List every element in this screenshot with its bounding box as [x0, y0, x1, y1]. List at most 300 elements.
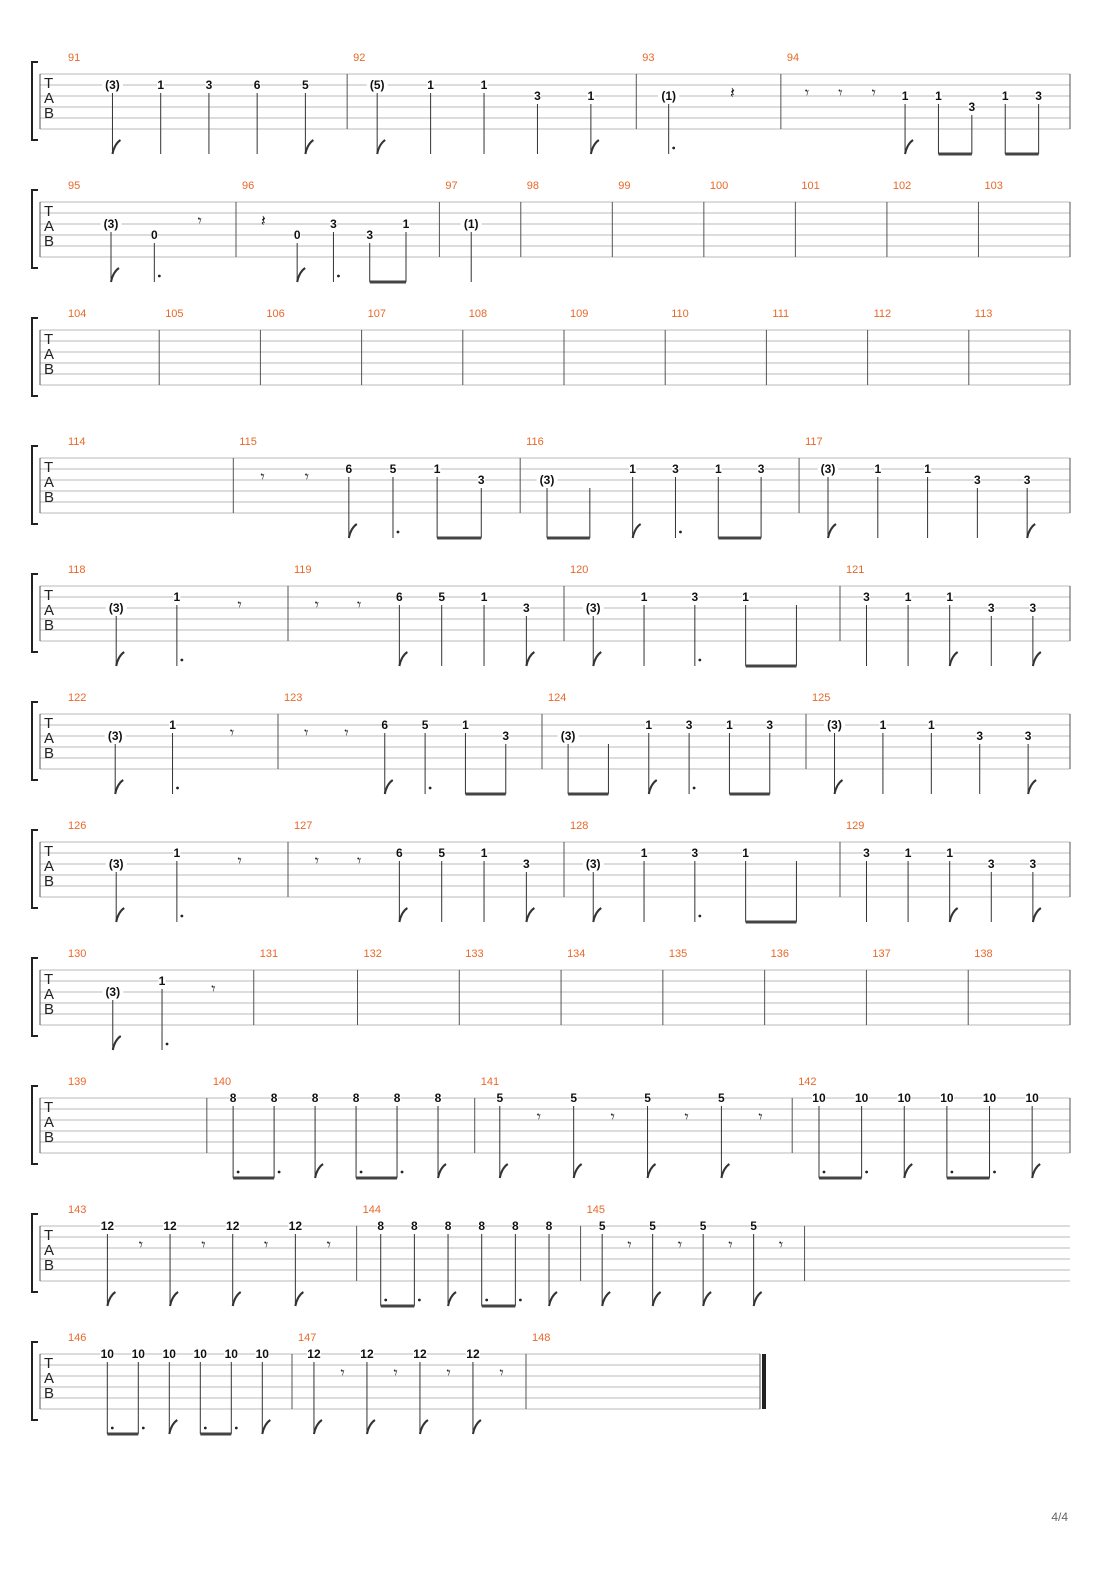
duration-dot [698, 915, 701, 918]
fret-number: 3 [330, 217, 337, 231]
measure-number: 132 [363, 948, 382, 960]
fret-number: (3) [108, 601, 124, 615]
fret-number: 1 [462, 718, 469, 732]
duration-dot [142, 1427, 145, 1430]
measure-number: 126 [68, 820, 87, 832]
tab-clef-letter: A [44, 1242, 55, 1259]
eighth-flag [305, 140, 313, 154]
rest: 𝄾 [778, 1235, 784, 1254]
fret-number: 12 [226, 1219, 240, 1233]
measure-number: 92 [353, 52, 366, 64]
measure-number: 145 [586, 1204, 605, 1216]
fret-number: 10 [897, 1091, 911, 1105]
fret-number: 1 [173, 846, 181, 860]
measure-number: 101 [801, 180, 820, 192]
eighth-flag [116, 652, 124, 666]
tab-clef-letter: B [44, 233, 55, 250]
eighth-flag [593, 652, 601, 666]
fret-number: 3 [691, 590, 699, 604]
fret-number: 0 [150, 228, 158, 242]
tab-clef-letter: B [44, 105, 55, 122]
measure-number: 120 [570, 564, 589, 576]
rest: 𝄾 [684, 1107, 689, 1126]
fret-number: 1 [904, 846, 912, 860]
rest: 𝄾 [357, 595, 362, 614]
measure-number: 134 [567, 948, 586, 960]
fret-number: 8 [411, 1219, 418, 1233]
measure-number: 129 [846, 820, 865, 832]
eighth-flag [115, 780, 123, 794]
eighth-flag [602, 1292, 610, 1306]
eighth-flag [905, 140, 913, 154]
measure-number: 128 [570, 820, 589, 832]
measure-number: 105 [165, 308, 184, 320]
duration-dot [337, 275, 340, 278]
tab-clef-letter: B [44, 1385, 55, 1402]
tab-clef-letter: T [44, 203, 54, 220]
fret-number: 3 [757, 462, 765, 476]
duration-dot [397, 531, 400, 534]
duration-dot [485, 1299, 488, 1302]
system-bracket [32, 190, 38, 268]
eighth-flag [233, 1292, 241, 1306]
fret-number: 5 [649, 1219, 656, 1233]
measure-number: 93 [642, 52, 655, 64]
measure-number: 107 [367, 308, 386, 320]
eighth-flag [1027, 524, 1035, 538]
fret-number: 6 [396, 590, 403, 604]
fret-number: 10 [940, 1091, 954, 1105]
fret-number: (3) [108, 857, 124, 871]
tab-clef-letter: A [44, 730, 55, 747]
eighth-flag [349, 524, 357, 538]
system-bracket [32, 958, 38, 1036]
measure-number: 125 [812, 692, 831, 704]
tab-clef-letter: B [44, 1257, 55, 1274]
measure-number: 106 [266, 308, 285, 320]
fret-number: 3 [205, 78, 213, 92]
eighth-flag [169, 1420, 177, 1434]
eighth-flag [367, 1420, 375, 1434]
tab-clef-letter: T [44, 459, 54, 476]
tab-clef-letter: A [44, 602, 55, 619]
fret-number: 5 [421, 718, 429, 732]
fret-number: 3 [1035, 89, 1042, 103]
tab-system [32, 52, 1070, 154]
system-bracket [32, 1086, 38, 1164]
fret-number: (3) [105, 985, 121, 999]
fret-number: 1 [726, 718, 733, 732]
tab-clef-letter: B [44, 1001, 55, 1018]
system-bracket [32, 62, 38, 140]
fret-number: 8 [545, 1219, 553, 1233]
eighth-flag [1033, 908, 1041, 922]
fret-number: 1 [480, 78, 488, 92]
fret-number: 1 [158, 974, 166, 988]
eighth-flag [297, 268, 305, 282]
fret-number: 5 [718, 1091, 725, 1105]
tab-clef-letter: T [44, 331, 54, 348]
measure-number: 123 [284, 692, 303, 704]
rest: 𝄾 [237, 851, 242, 870]
fret-number: (3) [539, 473, 555, 487]
measure-number: 138 [974, 948, 993, 960]
measure-number: 147 [298, 1332, 317, 1344]
fret-number: 10 [255, 1347, 269, 1361]
measure-number: 97 [445, 180, 458, 192]
measure-number: 94 [786, 52, 800, 64]
fret-number: 1 [427, 78, 434, 92]
rest: 𝄽 [729, 83, 735, 102]
rest: 𝄾 [211, 979, 216, 998]
fret-number: 1 [169, 718, 176, 732]
rest: 𝄾 [229, 723, 235, 742]
eighth-flag [1033, 652, 1041, 666]
fret-number: 12 [100, 1219, 115, 1233]
tab-system [32, 948, 1070, 1050]
fret-number: 1 [640, 590, 648, 604]
fret-number: 1 [629, 462, 636, 476]
fret-number: (3) [585, 857, 601, 871]
measure-number: 122 [68, 692, 87, 704]
tab-clef-letter: T [44, 1227, 54, 1244]
fret-number: 10 [131, 1347, 145, 1361]
fret-number: 1 [480, 590, 488, 604]
duration-dot [384, 1299, 387, 1302]
fret-number: 6 [253, 78, 261, 92]
rest: 𝄾 [627, 1235, 632, 1254]
eighth-flag [438, 1164, 446, 1178]
measure-number: 140 [212, 1076, 232, 1088]
fret-number: 3 [987, 601, 995, 615]
rest: 𝄾 [304, 467, 309, 486]
eighth-flag [473, 1420, 481, 1434]
measure-number: 135 [668, 948, 688, 960]
fret-number: 8 [229, 1091, 237, 1105]
measure-number: 100 [709, 180, 729, 192]
tab-clef-letter: A [44, 1370, 55, 1387]
duration-dot [180, 659, 183, 662]
fret-number: 10 [982, 1091, 997, 1105]
fret-number: 1 [879, 718, 887, 732]
measure-number: 133 [465, 948, 484, 960]
measure-number: 96 [241, 180, 255, 192]
rest: 𝄾 [138, 1235, 143, 1254]
tab-clef-letter: A [44, 346, 55, 363]
measure-number: 131 [259, 948, 279, 960]
fret-number: 1 [587, 89, 595, 103]
tab-clef-letter: A [44, 986, 55, 1003]
fret-number: 1 [946, 846, 954, 860]
eighth-flag [835, 780, 843, 794]
rest: 𝄾 [758, 1107, 763, 1126]
eighth-flag [950, 908, 958, 922]
rest: 𝄾 [804, 83, 810, 102]
fret-number: (5) [369, 78, 385, 92]
rest: 𝄾 [264, 1235, 269, 1254]
system-bracket [32, 318, 38, 396]
measure-number: 98 [526, 180, 540, 192]
tab-clef-letter: B [44, 617, 55, 634]
fret-number: (3) [827, 718, 842, 732]
rest: 𝄾 [357, 851, 362, 870]
fret-number: 1 [901, 89, 909, 103]
system-bracket [32, 1214, 38, 1292]
measure-number: 127 [294, 820, 313, 832]
rest: 𝄾 [677, 1235, 683, 1254]
system-bracket [32, 574, 38, 652]
eighth-flag [111, 268, 119, 282]
fret-number: 3 [974, 473, 981, 487]
eighth-flag [754, 1292, 762, 1306]
fret-number: 10 [224, 1347, 238, 1361]
measure-number: 121 [846, 564, 865, 576]
eighth-flag [399, 908, 407, 922]
measure-number: 148 [532, 1332, 551, 1344]
eighth-flag [315, 1164, 323, 1178]
eighth-flag [648, 1164, 656, 1178]
fret-number: 3 [366, 228, 374, 242]
tab-system [32, 820, 1070, 922]
fret-number: 3 [534, 89, 541, 103]
page-number: 4/4 [1051, 1510, 1068, 1524]
eighth-flag [295, 1292, 303, 1306]
measure-number: 111 [772, 308, 790, 320]
fret-number: 3 [968, 100, 976, 114]
eighth-flag [653, 1292, 661, 1306]
tab-system [32, 308, 1070, 396]
eighth-flag [950, 652, 958, 666]
tab-clef-letter: B [44, 745, 55, 762]
tab-system [32, 180, 1070, 282]
rest: 𝄾 [536, 1107, 541, 1126]
tab-system [32, 436, 1070, 538]
fret-number: 10 [812, 1091, 826, 1105]
fret-number: 8 [393, 1091, 401, 1105]
fret-number: 3 [1024, 729, 1032, 743]
fret-number: 8 [512, 1219, 519, 1233]
duration-dot [823, 1171, 826, 1174]
fret-number: 3 [987, 857, 995, 871]
tab-clef-letter: B [44, 489, 55, 506]
rest: 𝄾 [326, 1235, 331, 1254]
system-bracket [32, 1342, 38, 1420]
rest: 𝄾 [260, 467, 265, 486]
tab-clef-letter: B [44, 1129, 55, 1146]
measure-number: 119 [294, 564, 312, 576]
fret-number: 3 [691, 846, 699, 860]
fret-number: 1 [402, 217, 410, 231]
eighth-flag [526, 908, 534, 922]
fret-number: 0 [293, 228, 301, 242]
fret-number: 5 [644, 1091, 651, 1105]
rest: 𝄾 [344, 723, 349, 742]
fret-number: 10 [100, 1347, 114, 1361]
fret-number: (3) [585, 601, 601, 615]
measure-number: 142 [798, 1076, 817, 1088]
duration-dot [429, 787, 432, 790]
fret-number: 10 [193, 1347, 207, 1361]
fret-number: 1 [927, 718, 935, 732]
measure-number: 95 [68, 180, 81, 192]
fret-number: 12 [163, 1219, 177, 1233]
measure-number: 117 [805, 436, 823, 448]
fret-number: (1) [661, 89, 677, 103]
rest: 𝄾 [314, 595, 319, 614]
duration-dot [237, 1171, 240, 1174]
fret-number: (3) [103, 217, 119, 231]
system-bracket [32, 446, 38, 524]
fret-number: 8 [311, 1091, 319, 1105]
eighth-flag [420, 1420, 428, 1434]
measure-number: 110 [671, 308, 689, 320]
fret-number: 1 [480, 846, 488, 860]
tab-system [32, 692, 1070, 794]
fret-number: 5 [699, 1219, 707, 1233]
fret-number: 1 [904, 590, 912, 604]
tab-clef-letter: B [44, 873, 55, 890]
duration-dot [950, 1171, 953, 1174]
rest: 𝄽 [260, 211, 266, 230]
duration-dot [111, 1427, 114, 1430]
duration-dot [401, 1171, 404, 1174]
eighth-flag [170, 1292, 178, 1306]
eighth-flag [591, 140, 599, 154]
tab-clef-letter: A [44, 90, 55, 107]
fret-number: 3 [672, 462, 679, 476]
fret-number: 8 [444, 1219, 452, 1233]
eighth-flag [448, 1292, 456, 1306]
measure-number: 116 [526, 436, 544, 448]
rest: 𝄾 [393, 1363, 398, 1382]
fret-number: 3 [863, 846, 870, 860]
measure-number: 141 [480, 1076, 500, 1088]
tab-clef-letter: T [44, 971, 54, 988]
eighth-flag [377, 140, 385, 154]
eighth-flag [314, 1420, 322, 1434]
duration-dot [993, 1171, 996, 1174]
fret-number: 5 [389, 462, 397, 476]
eighth-flag [399, 652, 407, 666]
eighth-flag [500, 1164, 508, 1178]
fret-number: (3) [105, 78, 120, 92]
eighth-flag [107, 1292, 115, 1306]
fret-number: 3 [863, 590, 870, 604]
duration-dot [418, 1299, 421, 1302]
duration-dot [672, 147, 675, 150]
fret-number: 6 [396, 846, 403, 860]
fret-number: 8 [270, 1091, 278, 1105]
rest: 𝄾 [838, 83, 843, 102]
measure-number: 130 [68, 948, 87, 960]
tab-clef-letter: T [44, 75, 54, 92]
duration-dot [693, 787, 696, 790]
duration-dot [519, 1299, 522, 1302]
tab-clef-letter: A [44, 218, 55, 235]
eighth-flag [828, 524, 836, 538]
measure-number: 108 [468, 308, 488, 320]
fret-number: 3 [477, 473, 485, 487]
fret-number: 5 [750, 1219, 757, 1233]
tab-system [32, 1204, 1070, 1306]
rest: 𝄾 [201, 1235, 206, 1254]
fret-number: 1 [742, 846, 749, 860]
fret-number: 1 [874, 462, 882, 476]
eighth-flag [703, 1292, 711, 1306]
measure-number: 136 [770, 948, 789, 960]
fret-number: 3 [1023, 473, 1031, 487]
tab-system [32, 564, 1070, 666]
fret-number: 1 [640, 846, 648, 860]
eighth-flag [549, 1292, 557, 1306]
rest: 𝄾 [871, 83, 876, 102]
tab-clef-letter: T [44, 843, 54, 860]
fret-number: (3) [820, 462, 836, 476]
fret-number: 8 [434, 1091, 442, 1105]
eighth-flag [385, 780, 393, 794]
fret-number: 3 [523, 601, 530, 615]
eighth-flag [1032, 1164, 1040, 1178]
duration-dot [176, 787, 179, 790]
fret-number: 12 [307, 1347, 321, 1361]
fret-number: 10 [854, 1091, 869, 1105]
duration-dot [158, 275, 161, 278]
tab-clef-letter: A [44, 858, 55, 875]
duration-dot [180, 915, 183, 918]
measure-number: 109 [570, 308, 589, 320]
tab-clef-letter: A [44, 474, 55, 491]
measure-number: 91 [68, 52, 81, 64]
measure-number: 114 [68, 436, 86, 448]
rest: 𝄾 [237, 595, 242, 614]
measure-number: 115 [239, 436, 257, 448]
measure-number: 113 [974, 308, 993, 320]
rest: 𝄾 [610, 1107, 615, 1126]
measure-number: 124 [548, 692, 567, 704]
rest: 𝄾 [499, 1363, 504, 1382]
fret-number: 3 [976, 729, 984, 743]
eighth-flag [593, 908, 601, 922]
measure-number: 146 [68, 1332, 87, 1344]
tab-clef-letter: A [44, 1114, 55, 1131]
fret-number: 3 [685, 718, 693, 732]
fret-number: 12 [360, 1347, 374, 1361]
duration-dot [235, 1427, 238, 1430]
fret-number: 3 [523, 857, 530, 871]
fret-number: 6 [345, 462, 353, 476]
system-bracket [32, 830, 38, 908]
fret-number: 12 [288, 1219, 303, 1233]
eighth-flag [649, 780, 657, 794]
eighth-flag [904, 1164, 912, 1178]
fret-number: 6 [381, 718, 389, 732]
fret-number: 5 [302, 78, 309, 92]
duration-dot [865, 1171, 868, 1174]
fret-number: 1 [924, 462, 931, 476]
fret-number: (1) [463, 217, 479, 231]
fret-number: 1 [742, 590, 749, 604]
eighth-flag [116, 908, 124, 922]
tab-clef-letter: T [44, 1099, 54, 1116]
measure-number: 99 [618, 180, 631, 192]
fret-number: 1 [157, 78, 165, 92]
fret-number: 3 [1029, 857, 1037, 871]
fret-number: 8 [352, 1091, 360, 1105]
tab-clef-letter: T [44, 715, 54, 732]
fret-number: 10 [162, 1347, 176, 1361]
eighth-flag [1028, 780, 1036, 794]
eighth-flag [721, 1164, 729, 1178]
